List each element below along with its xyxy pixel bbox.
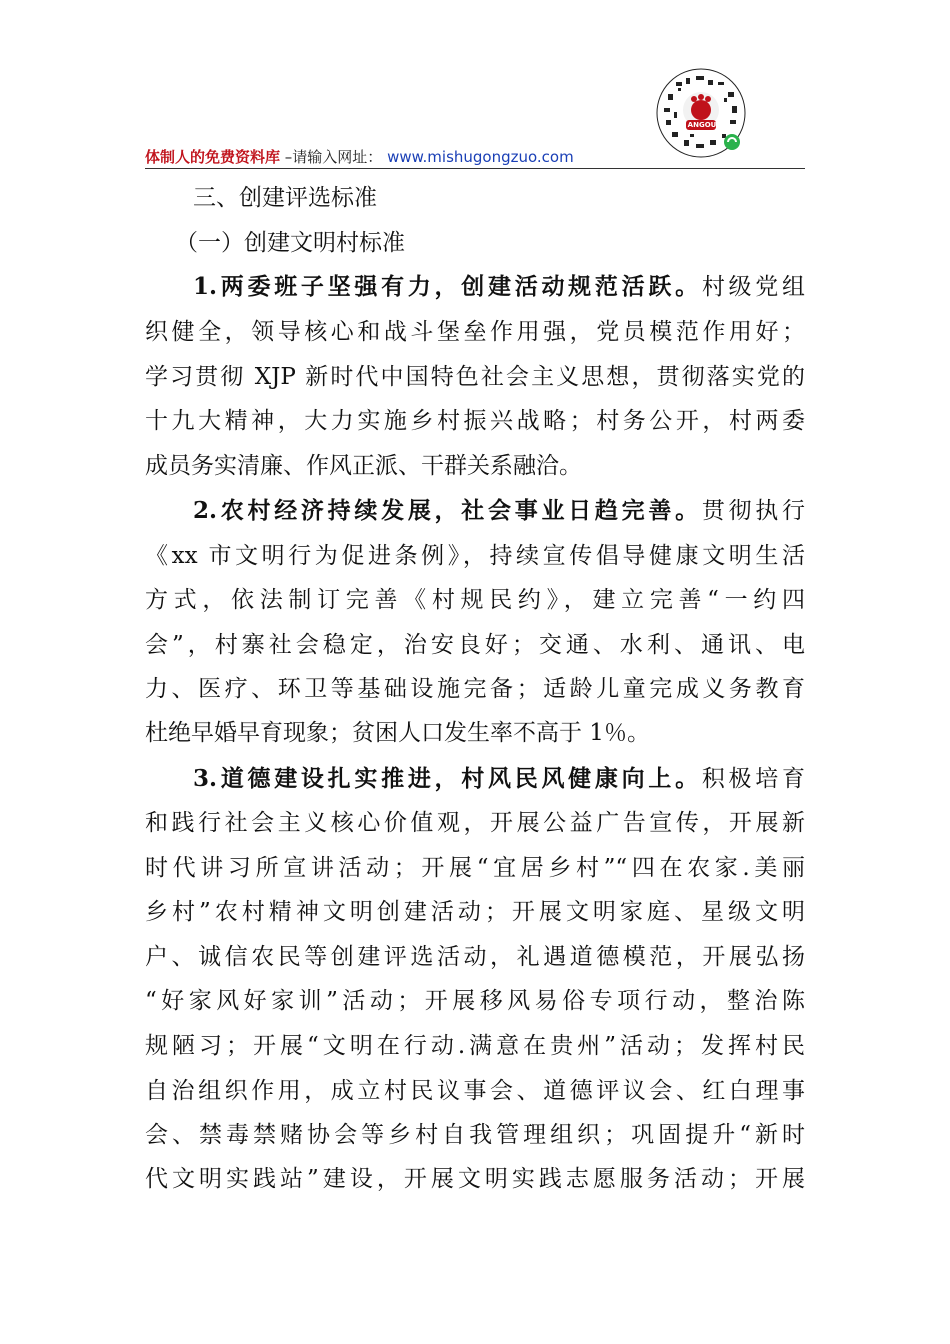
paragraph-2-line-4: 会”，村寨社会稳定，治安良好；交通、水利、通讯、电: [145, 632, 805, 658]
paragraph-3-line-1: 3.道德建设扎实推进，村风民风健康向上。积极培育: [193, 765, 805, 792]
paragraph-3-line-9: 会、禁毒禁赌协会等乡村自我管理组织；巩固提升“新时: [145, 1122, 805, 1148]
paragraph-1-heading: 1.两委班子坚强有力，创建活动规范活跃。: [193, 273, 702, 300]
header-divider: [145, 168, 805, 169]
section-title: 三、创建评选标准: [193, 185, 377, 211]
paragraph-1-line-5: 成员务实清廉、作风正派、干群关系融洽。: [145, 453, 582, 479]
qr-code-logo: [656, 68, 746, 158]
paragraph-3-heading: 3.道德建设扎实推进，村风民风健康向上。: [193, 765, 702, 792]
paragraph-1-line-2: 织健全，领导核心和战斗堡垒作用强，党员模范作用好；: [145, 319, 805, 345]
paragraph-3-line-5: 户、诚信农民等创建评选活动，礼遇道德模范，开展弘扬: [145, 944, 805, 970]
url-hint: –请输入网址：: [284, 148, 383, 166]
paragraph-2-line-1: 2.农村经济持续发展，社会事业日趋完善。贯彻执行: [193, 497, 805, 524]
paragraph-3-line-7: 规陋习；开展“文明在行动.满意在贵州”活动；发挥村民: [145, 1033, 805, 1059]
paragraph-1-line-3: 学习贯彻 XJP 新时代中国特色社会主义思想，贯彻落实党的: [145, 364, 805, 390]
site-url-link[interactable]: www.mishugongzuo.com: [387, 148, 574, 166]
paragraph-3-line-6: “好家风好家训”活动；开展移风易俗专项行动，整治陈: [145, 988, 805, 1014]
paragraph-2-line-3: 方式，依法制订完善《村规民约》，建立完善“一约四: [145, 587, 805, 613]
paragraph-2-line-5: 力、医疗、环卫等基础设施完备；适龄儿童完成义务教育: [145, 676, 805, 702]
paragraph-1-line-4: 十九大精神，大力实施乡村振兴战略；村务公开，村两委: [145, 408, 805, 434]
paragraph-2-line-6: 杜绝早婚早育现象；贫困人口发生率不高于 1％。: [145, 720, 650, 746]
paragraph-2-heading: 2.农村经济持续发展，社会事业日趋完善。: [193, 497, 702, 524]
paragraph-2-line-2: 《xx 市文明行为促进条例》，持续宣传倡导健康文明生活: [145, 543, 805, 569]
paragraph-3-line-2: 和践行社会主义核心价值观，开展公益广告宣传，开展新: [145, 810, 805, 836]
paragraph-1-line-1: 1.两委班子坚强有力，创建活动规范活跃。村级党组: [193, 273, 805, 300]
qr-brand-label: ANGOU: [687, 121, 717, 129]
page-header: [145, 146, 805, 167]
paragraph-3-line-3: 时代讲习所宣讲活动；开展“宜居乡村”“四在农家.美丽: [145, 855, 805, 881]
paragraph-3-line-10: 代文明实践站”建设，开展文明实践志愿服务活动；开展: [145, 1166, 805, 1192]
subsection-title: （一）创建文明村标准: [175, 230, 405, 256]
site-label: 体制人的免费资料库: [145, 148, 281, 166]
paragraph-3-line-4: 乡村”农村精神文明创建活动；开展文明家庭、星级文明: [145, 899, 805, 925]
paragraph-3-line-8: 自治组织作用，成立村民议事会、道德评议会、红白理事: [145, 1078, 805, 1104]
